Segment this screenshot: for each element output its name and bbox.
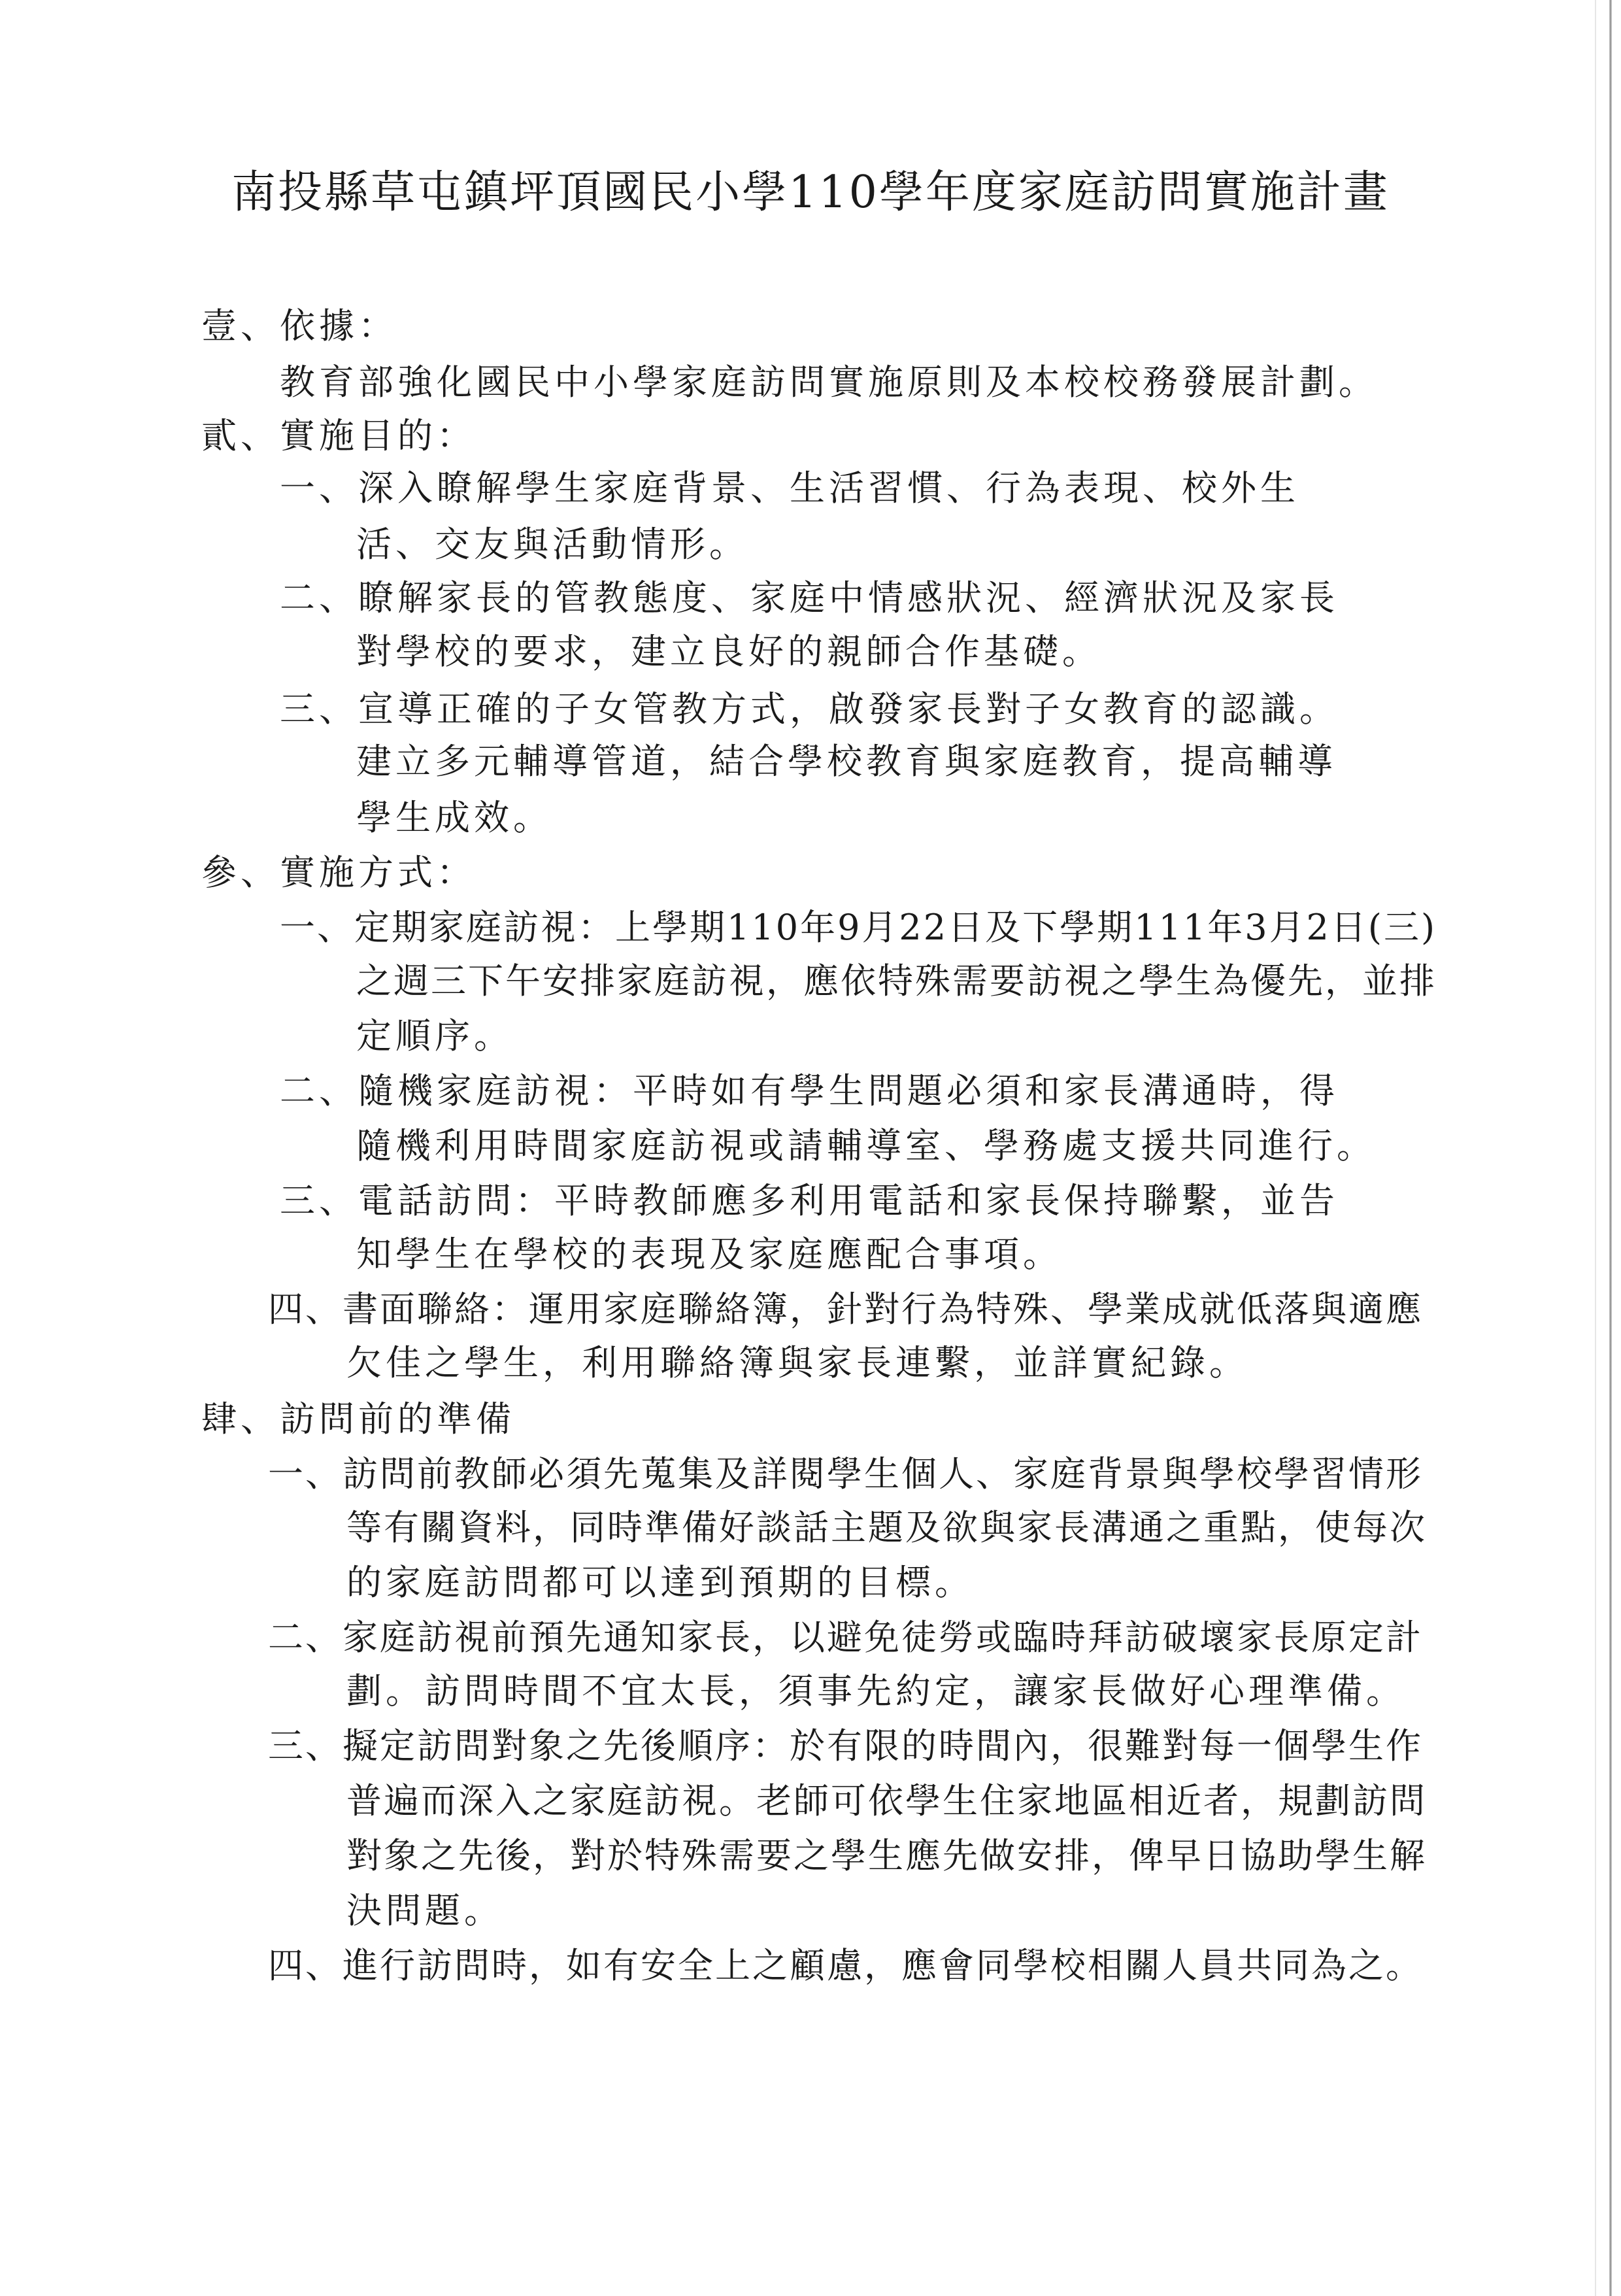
method-item-3-cont: 知學生在學校的表現及家庭應配合事項。 [356, 1234, 1062, 1275]
method-item-1-cont-2: 定順序。 [356, 1015, 513, 1056]
prep-item-3-cont-1: 普遍而深入之家庭訪視。老師可依學生住家地區相近者，規劃訪問 [346, 1780, 1427, 1821]
purpose-item-2: 二、瞭解家長的管教態度、家庭中情感狀況、經濟狀況及家長 [280, 577, 1339, 618]
purpose-item-3-cont-1: 建立多元輔導管道，結合學校教育與家庭教育，提高輔導 [356, 741, 1337, 782]
prep-item-2-cont: 劃。訪問時間不宜太長，須事先約定，讓家長做好心理準備。 [346, 1670, 1405, 1712]
scan-page-edge [1609, 0, 1612, 2296]
prep-item-1: 一、訪問前教師必須先蒐集及詳閱學生個人、家庭背景與學校學習情形 [268, 1453, 1423, 1494]
method-item-4: 四、書面聯絡：運用家庭聯絡簿，針對行為特殊、學業成就低落與適應 [268, 1289, 1423, 1330]
prep-item-3-cont-3: 決問題。 [346, 1890, 503, 1931]
prep-item-2: 二、家庭訪視前預先通知家長，以避免徒勞或臨時拜訪破壞家長原定計 [268, 1617, 1423, 1658]
document-title: 南投縣草屯鎮坪頂國民小學110學年度家庭訪問實施計畫 [231, 167, 1390, 218]
purpose-item-2-cont: 對學校的要求，建立良好的親師合作基礎。 [356, 631, 1101, 672]
prep-item-3: 三、擬定訪問對象之先後順序：於有限的時間內，很難對每一個學生作 [268, 1725, 1423, 1766]
purpose-item-3: 三、宣導正確的子女管教方式，啟發家長對子女教育的認識。 [280, 688, 1339, 730]
section-preparation-heading: 肆、訪問前的準備 [201, 1398, 515, 1440]
purpose-item-1-cont: 活、交友與活動情形。 [356, 524, 748, 565]
prep-item-1-cont-2: 的家庭訪問都可以達到預期的目標。 [346, 1562, 974, 1603]
purpose-item-3-cont-2: 學生成效。 [356, 797, 552, 838]
method-item-2: 二、隨機家庭訪視：平時如有學生問題必須和家長溝通時，得 [280, 1070, 1339, 1111]
section-basis-heading: 壹、依據： [201, 305, 397, 346]
purpose-item-1: 一、深入瞭解學生家庭背景、生活習慣、行為表現、校外生 [280, 467, 1299, 509]
scan-edge-shadow [1595, 0, 1596, 2296]
prep-item-1-cont-1: 等有關資料，同時準備好談話主題及欲與家長溝通之重點，使每次 [346, 1507, 1427, 1548]
prep-item-3-cont-2: 對象之先後，對於特殊需要之學生應先做安排，俾早日協助學生解 [346, 1835, 1427, 1876]
method-item-3: 三、電話訪問：平時教師應多利用電話和家長保持聯繫，並告 [280, 1180, 1339, 1221]
section-method-heading: 參、實施方式： [201, 852, 476, 893]
method-item-1-cont-1: 之週三下午安排家庭訪視，應依特殊需要訪視之學生為優先，並排 [356, 960, 1437, 1002]
method-item-4-cont: 欠佳之學生，利用聯絡簿與家長連繫，並詳實紀錄。 [346, 1342, 1248, 1383]
basis-text: 教育部強化國民中小學家庭訪問實施原則及本校校務發展計劃。 [280, 362, 1378, 403]
method-item-1: 一、定期家庭訪視：上學期110年9月22日及下學期111年3月2日(三) [280, 907, 1437, 948]
method-item-2-cont: 隨機利用時間家庭訪視或請輔導室、學務處支援共同進行。 [356, 1125, 1376, 1166]
section-purpose-heading: 貳、實施目的： [201, 415, 476, 456]
prep-item-4: 四、進行訪問時，如有安全上之顧慮，應會同學校相關人員共同為之。 [268, 1945, 1423, 1986]
